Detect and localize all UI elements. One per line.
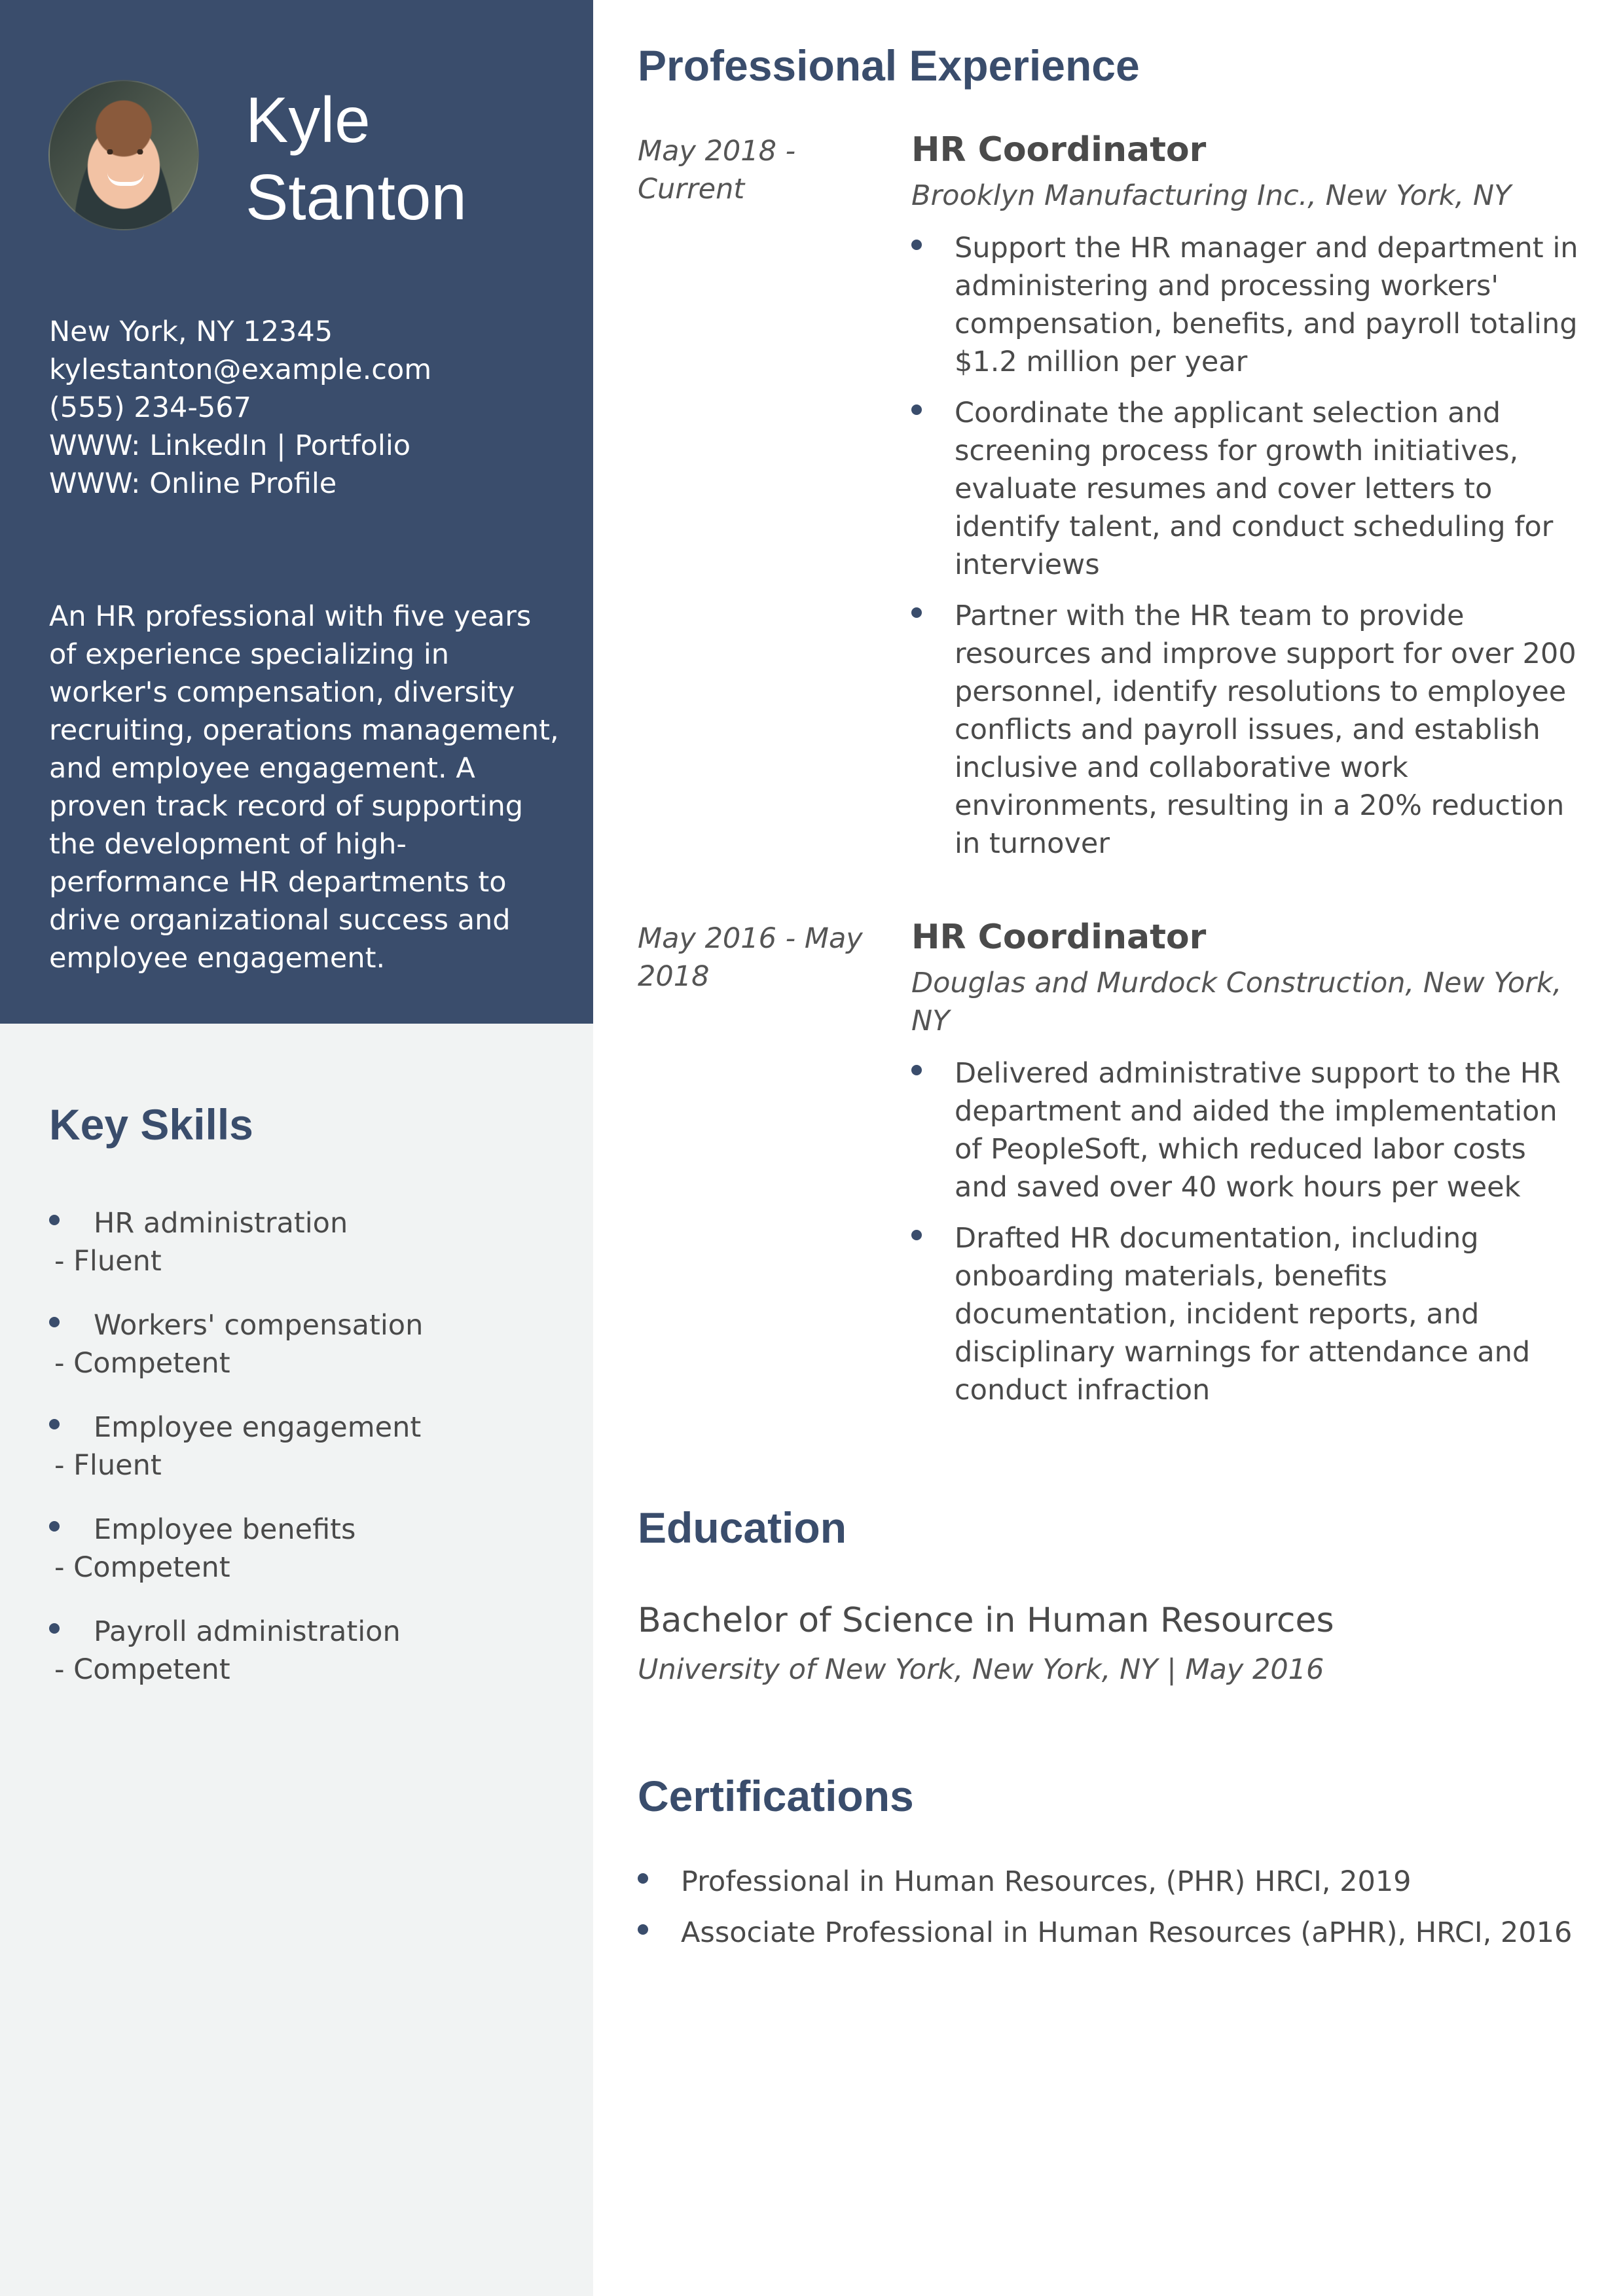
degree-title: Bachelor of Science in Human Resources <box>638 1601 1334 1640</box>
contact-links[interactable]: WWW: LinkedIn | Portfolio <box>49 429 411 462</box>
job-details <box>911 132 1586 876</box>
candidate-name <box>246 81 573 236</box>
job-company: Douglas and Murdock Construction, New York, NY <box>911 967 1562 1037</box>
job-bullet: Coordinate the applicant selection and screening process for growth initiatives, evaluate resumes and cover letters to identify talent, and conduct scheduling for interviews <box>911 394 1586 584</box>
skill-item <box>49 1511 560 1587</box>
skill-item <box>49 1613 560 1689</box>
skills-heading: Key Skills <box>49 1100 253 1149</box>
contact-phone: (555) 234-567 <box>49 391 251 424</box>
last-name: Stanton <box>246 161 467 233</box>
contact-info <box>49 313 573 503</box>
contact-email[interactable]: kylestanton@example.com <box>49 353 432 386</box>
sidebar-header-panel <box>0 0 593 1024</box>
skill-level: - Fluent <box>54 1449 162 1482</box>
job-bullet: Drafted HR documentation, including onboarding materials, benefits documentation, incident reports, and disciplinary warnings for attendance and conduct infraction <box>911 1219 1586 1409</box>
skill-name: Employee benefits <box>49 1511 560 1549</box>
skill-level: - Competent <box>54 1653 230 1686</box>
skill-name: Payroll administration <box>49 1613 560 1651</box>
contact-address: New York, NY 12345 <box>49 315 333 348</box>
job-title: HR Coordinator <box>911 918 1207 957</box>
first-name: Kyle <box>246 84 371 156</box>
contact-online-profile[interactable]: WWW: Online Profile <box>49 467 337 500</box>
skill-item <box>49 1204 560 1280</box>
certifications-list <box>638 1863 1580 1965</box>
skill-item <box>49 1408 560 1484</box>
sidebar <box>0 0 593 2296</box>
school-info: University of New York, New York, NY | May 2016 <box>638 1653 1324 1686</box>
job-company: Brooklyn Manufacturing Inc., New York, NY <box>911 179 1512 212</box>
skill-level: - Competent <box>54 1347 230 1380</box>
professional-summary: An HR professional with five years of experience specializing in worker's compensation, diversity recruiting, operations management, and employee engagement. A proven track record of supporting the development of high-performance HR departments to drive organizational success and employee engagement. <box>49 600 559 975</box>
skill-name: Workers' compensation <box>49 1306 560 1344</box>
job-details <box>911 920 1586 1422</box>
certification-item: Associate Professional in Human Resources (aPHR), HRCI, 2016 <box>638 1914 1580 1952</box>
job-bullet: Support the HR manager and department in administering and processing workers' compensation, benefits, and payroll totaling $1.2 million per year <box>911 229 1586 381</box>
skills-list <box>49 1204 560 1715</box>
skill-name: Employee engagement <box>49 1408 560 1446</box>
job-dates: May 2018 - Current <box>638 135 796 206</box>
experience-heading: Professional Experience <box>638 41 1140 90</box>
skill-level: - Fluent <box>54 1245 162 1278</box>
skill-item <box>49 1306 560 1382</box>
education-heading: Education <box>638 1503 847 1552</box>
job-bullet: Partner with the HR team to provide resources and improve support for over 200 personnel, identify resolutions to employee conflicts and payroll issues, and establish inclusive and collaborative work environments, resulting in a 20% reduction in turnover <box>911 597 1586 863</box>
job-bullets <box>911 1054 1586 1409</box>
skill-name: HR administration <box>49 1204 560 1242</box>
job-dates: May 2016 - May 2018 <box>638 922 863 993</box>
avatar-smile <box>107 173 144 186</box>
certification-item: Professional in Human Resources, (PHR) HRCI, 2019 <box>638 1863 1580 1901</box>
certifications-heading: Certifications <box>638 1772 914 1820</box>
job-bullet: Delivered administrative support to the HR department and aided the implementation of PeopleSoft, which reduced labor costs and saved over 40 work hours per week <box>911 1054 1586 1206</box>
job-bullets <box>911 229 1586 863</box>
avatar <box>48 80 199 230</box>
skill-level: - Competent <box>54 1551 230 1584</box>
job-title: HR Coordinator <box>911 130 1207 170</box>
avatar-eyes <box>105 149 145 154</box>
